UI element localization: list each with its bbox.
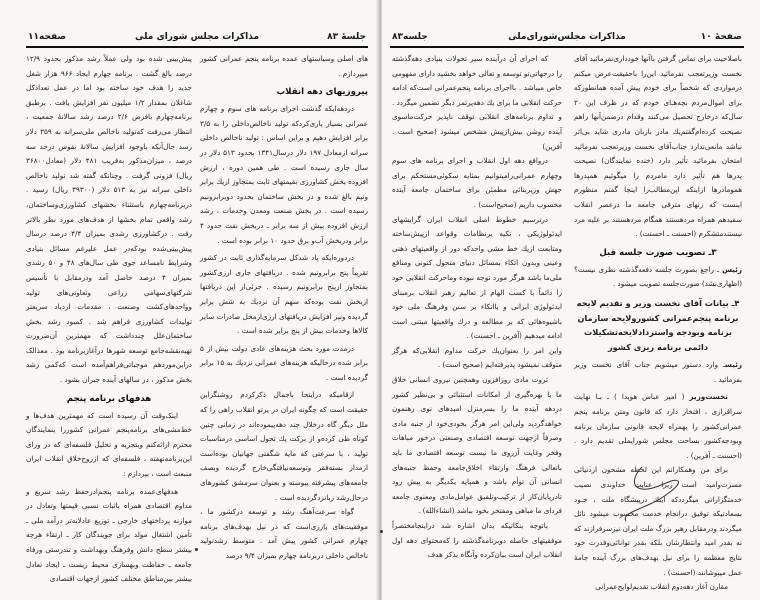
paragraph: دردوره‌ایکه یاد شدکل سرمایه‌گذاری ثابت در کشور تقریباً پنج برابرونیم شده . دریافتهای جاری ارزی‌کشور بمتجاوز ازپنج برابرونیم رسیده . جزئی‌از این دریافتها ازبخش نفت بوده‌که سهم آن نزدیك به شش برابر گردیده ونیز افزایش دریافتهای ارزی‌ازمحل صادرات سایر کالاها وخدمات بیش از پنج برابر شده است .: [200, 253, 368, 336]
paragraph: های اصلی وسیاستهای عمده برنامه پنجم عمرانی کشور میپردازم .: [200, 54, 368, 78]
paragraph: دردهه‌ایکه گذشت اجرای برنامه های سوم و چهارم عمرانی بسیار یاری‌کردکه تولید ناخالص‌داخلی را به ۳/۵ برابر افزایش دهیم و براین اساس : تولید ناخالص داخلی سرانه ازمعادل ۱۹۷ دلار درسال۱۳۴۱ بحدود ۵۱۳ دلار در سال جاری رسیده است . طی همین دوره ، ارزش افزوده بخش کشاورزی بقیمتهای ثابت بمتجاوز ازیك برابر ونیم بالغ شده و در بخش ساختمان بحدود دوبرابرونیم رسیده است . در بخش صنعت ومعدن وخدمات ، رشد ارزش افزوده بیش از سه برابر ـ دربخش نفت حدود ۴ برابر ودربخش آب‌و برق حدود ۱۰ برابر بوده است .: [200, 104, 369, 245]
paragraph: مقارن آغاز دهه‌دوم انقلاب تقدیم‌لوایح‌عمرانی: [595, 582, 728, 592]
paragraph: ثروت مادی روزافزون وهمچنین نیروی انسانی خلاق ما با بهره‌گیری از امکانات استثنائی و بی‌نظیر کشور دردهه آینده ما را بسرمنزل امیدهای نوی رهنمون خواهدگردید ولی‌این امر هرگز بخودی‌خود از جنبه مادی وصرفاً ازجهت توسعه اقتصادی وصنعتی درخور مباهات وفخر وغایت آرزوی ما نیست توسعه اقتصادی ما باید باتعالی فرهنگ وارتقاء اخلاق‌جامعه وحفظ جنبه‌های انسانی آن توأم باشد و همپایه یکدیگر به پیش رود تادرپایان‌کار از ترکیب‌وتلفیق عوامل‌مادی ومعنوی جامعه فردای ما مباهی ومفتخر بخود بباشد (انشاءالله) .: [392, 375, 562, 516]
section-heading-prime-minister-statement: ۴ـ بیانات آقای نخست وزیر و تقدیم لایحه برنامه پنجم‌عمرانی کشورولایحه سازمان برنامه وبودجه واستردادلایحه‌تشکیلات دائمی برنامه ریزی کشور: [576, 297, 740, 352]
header-title: مذاکرات مجلس‌شورای‌ملی: [508, 32, 626, 42]
paragraph: اینک‌وقت آن رسیده است که مهمترین هدف‌ها و خط‌مشی‌های برنامه‌پنجم عمرانی کشوررا بنمایندگان محترم ارائه‌کنم وبتجزیه و تحلیل فلسفه‌ای که در ورای این‌برنامه‌نهفته ، فلسفه‌ای که ازروح‌خلاق انقلاب ایران منبعث است ، بپردازم :: [26, 410, 192, 479]
section-heading: هدفهای برنامه پنجم: [66, 393, 152, 404]
paragraph: پیش‌بینی شده بود ولی عملاً رشد مذکور بحدود ۱۲/۹ درصد بالغ گشت . برنامه چهارم ایجاد ۹۶۶ هزار شغل جدید را هدف خود ساخته بود اما در عمل تعدادکل شاغلان بمقدار ۱/۲ میلیون نفر افزایش یافت . برطبق برنامه‌چهارم بافرض ۲/۶ درصد رشد سالانهٔ جمعیت ، انتظار می‌رفت که‌تولید ناخالص ملی‌سرانه به ۳۵۹ دلار رسد حال‌آنکه باوجود افزایش سالانهٔ نفوس درحد سه درصد ، میزان‌مذکور به‌قریب ۴۸۱ دلار (معادل۳۶۸۰۰ ریال) فزونی گرفت . وچنانکه گفته شد تولید ناخالص داخلی سرانه نیز به ۵۱۳ دلار (۳۹۳۰۰ ریال) رسید . دربرنامه‌چهارم باستثناء بخشهای کشاورزی‌وساختمان، رشد واقعی تمام بخشها از هدف‌های مورد نظر بالاتر رفت . درکشاورزی رشدی بمیزان ۴/۴ درصد درسال پیش‌بینی‌شده بودکه‌در عمل علیرغم مسائل بنیادی وشرایط نامساعد جوی طی سال‌های ۴۸ و ۵۰ رشدی بمیزان ۴ درصد حاصل آمد ودرمقابل با تأسیس شرکتهای‌سهامی زراعی وتعاونی‌های تولید وواحدهای‌کشت وصنعت ، مقدمات ازدیاد سریعتر تولیدات کشاورزی فراهم شد . کمبود رشد بخش ساختمان‌علل چندداشت که مهمترین آن‌ضرورت تهیه‌نقشه‌جامع توسعه شهرها درآغازبرنامه بود . معذالک دراین‌مورد‌هم موجباتی‌فراهم‌آمده است که‌کمی رشد بخش مذکور ، در سالهای آینده جبران بشود .: [26, 54, 193, 385]
paragraph: باتوجه بنکاتیکه بدان اشاره شد دراینجامختصراً موفقیتهای حاصله دوبرنامه‌گذشته را که‌محتوای دهه اول انقلاب ایران است بیان‌کرده وآنگاه بذکر هدف: [392, 521, 562, 560]
right-page-left-column: [392, 52, 562, 563]
speaker-name: رئیس: [724, 360, 742, 370]
session-number: جلسهٔ ۸۳: [327, 32, 366, 42]
speaker-name: رئیس: [722, 264, 742, 274]
page-number: صفحهٔ ۱۰: [700, 32, 742, 42]
scan-speck: [195, 548, 198, 551]
paragraph: که اجرای آن درآینده سیر تحولات بنیادی دهه‌گذشته را درجهاتی‌تو توسعه و تعالی خواهد بخشید دارای مفهومی خاص میباشد . بااجرای برنامه پنجم‌عمرانی است‌که ادامه حرکت انقلابی ما برای یك دهه‌پرثمر دیگر تضمین میگردد . و تداوم برنامه‌های انقلابی توقف ناپذیر حرکت‌ماسوی آینده روشن بیش‌ازپیش مشخص میشود (صحیح است . آفرین): [392, 54, 562, 151]
left-page-running-header: [28, 30, 366, 44]
speaker-name: نخست‌وزیر: [689, 392, 728, 402]
paragraph: ارقامیکه دراینجا باجمال ذکرکردم روشنگراین حقیقت است که چگونه ایران در پرتو انقلاب راهی را که ملل دیگر گاه درخلال چند دهه‌پیموده‌اند در زمانی چنین کوتاه طی کرده‌و از برکت یك تحول اساسی درمناسبات تولید ، با سرعتی که مایه شگفتی جهانیان بوده‌است ازمدار بسته‌فقر وتوسعه‌نیافتگی‌خارج گردیده وبصف جامعه‌های پیشرفته پیوسته و بعنوان سرمشق کشورهای درحال‌رشد زبانزد‌گردیده است .: [200, 390, 368, 502]
paragraph: هدفهای‌عمده برنامه پنجم‌ادرحفظ رشد سریع و مداوم اقتصادی همراه باثبات نسبی قیمتها وتعادل در موازنه پرداختهای خارجی ـ توزیع عادلانه‌تر درآمد ملی ـ تأمین اشتغال مولد برای جویندگان کار ـ ارتقاء هرچه بیشتر سطح دانش وفرهنگ وبهداشت و تندرستی ورفاه جامعه ـ حفاظت وبهسازی محیط زیست ـ ایجاد تعادل بیشتر بین‌مناطق مختلف کشور ازجهات اقتصادی: [26, 486, 192, 584]
page-number: صفحه۱۱: [28, 32, 67, 42]
scan-speck: [380, 530, 383, 533]
header-rule: [26, 46, 368, 48]
right-page-running-header: [392, 30, 742, 44]
speech-prime-minister: [574, 390, 742, 463]
speech-chairman: [574, 358, 742, 387]
paragraph: گواه سرعت‌آهنگ رشد و توسعه درکشور ما ، موفقیت‌های بارزی‌است که در نیل بهدف‌های برنامه چهارم عمرانی کشور پیش آمد . متوسط رشدتولید ناخالص داخلی دربرنامه چهارم بمیزان ۹/۴ درصد: [200, 507, 368, 560]
left-page-left-column: [26, 52, 192, 587]
left-page-right-column: [200, 52, 368, 564]
section-heading-approval-of-minutes: ۳ـ تصویب صورت جلسه قبل: [599, 247, 717, 258]
speech-text: ـ وارد دستور میشویم جناب آقای نخست وزیر بفرمائید .: [574, 360, 742, 384]
right-page: [382, 0, 760, 600]
header-title: مذاکرات مجلس شورای ملی: [134, 32, 260, 42]
left-page: [0, 0, 378, 600]
header-rule: [390, 46, 744, 48]
speech-text: ( امیر عباس هویدا ) ـ بـا نهایت سرافرازی ، افتخار دارد که قانون ومتن برنامه پنجم عمرانی‌کشور را بهمراه لایحه قانونی سازمان برنامه وبودجه‌کشور بساحت مجلس شورایملی تقدیم دارد . (احسنت ـ آفرین) .: [574, 392, 742, 460]
section-heading: پیروزیهای دهه انقلاب: [276, 87, 368, 98]
speech-text: ـ راجع بصورت جلسه دفعه‌گذشته نظری نیست؟ (اظهاری‌نشد) صورت‌جلسه تصویب میشود .: [574, 264, 742, 289]
paragraph: باصلاحیت برای تماس گرفتن باآنها خودداری‌نفرمائید آقای نخست وزیرتعجب نفرمائید این‌را باحقیقت‌عرض میکنم درمواردی که شخصاً برای خودم پیش آمده همانطورکه برای اموال‌مردم بچه‌هـای خودم که در ظرف این ۲۰ سال‌که درخارج تحصیل می‌کنند وقدام درضمن‌آنها راهم نصیحت کرده‌ام‌گفتم‌یك مادر بازبان مادری شاید بی‌اثر نباشد مانعی‌ندارد جناب‌آقای نخست وزیرتعجب نفرمائید امتحان بفرمائید تأثیر دارد (خنده نمایندگان) نصیحت پدرها هم تأثیر دارد مامردم را میگوئیم همپدرها همومادرها ازاینکه این‌مطالب‌را اینجا گفتم منظورم اینست که زنهای مترقی جامعه ما درعصر انقلاب سفیدهم همراه مردهستند همگام مردهستند بر علیه مرد نیستند‌متشکرم (احسنت ـ احسنت) .: [574, 54, 742, 239]
handwritten-scribble-mark: [612, 465, 684, 525]
paragraph: درواقع دهه اول انقلاب و اجرای برنامه های سوم وچهارم عمرانی‌رامیتوانیم بمثابه سکوئی‌مستحکم برای جهش وزیربنائی مطمئن برای ساختمان جامعه آینده محسوب داریم (صحیح‌است) .: [392, 156, 562, 209]
paragraph: درمدت مورد بحث هزینه‌های عادی دولت بیش از ۵ برابر شده درحالیکه هزینه‌های عمرانی نزدیك به ۱۵ برابر گردیده است .: [200, 343, 368, 382]
paragraph: درترسیم خطوط اصلی انقلاب ایران گرایشهای ایدئولوژیکی ، تکیه برنظامات وقواعد ازپیش‌ساخته ومتابعت ازیك خط مشی واحدکه دور از واقعیتهای ذهنی وعینی وبدون اتکاء بمسائل دنیای متحول کنونی ومنافع ملی‌ما باشد هرگز مورد توجه نبوده وماحرکت انقلابی خود را دائماً با کسب الهام از تعالیم رهبر انقلاب برمبنای ایدئولوژی ایرانی و بااتکاء بر سنن وفرهنگ ملی خود باشیوه‌هائی که بر مطالعه و درك واقعیتها مبتنی است ادامه میدهیم (آفرین ـ احسنت) .: [392, 214, 562, 341]
speech-chairman: [574, 263, 742, 292]
paragraph: برای من وهمکارانم این لحظه مشحون ازدنیائی مسرت‌وامید است زیرا عنایت خداوندی نصیب خدمتگزاراتی میگردد‌که اینك درپیشگاه ملت ، خـود بسعادتیکه توفیق درانجام خدمت محسوب میشود نائل میگردند ودرمقابل رهبر بزرگ ملت ایران نیزسرفرازند که نه بقدر امید وانتظارشان بلکه بقدر توانائی‌وقدرت خود نتایج معظمه را برای نیل بهدف‌های بزرگ آینده جامهٔ عمل میپوشانند (احسنت) .: [573, 465, 742, 577]
paragraph: واین امر را بعنوان‌یك حرکت مداوم انقلابی‌که هرگز متوقف نمیشود پذیرفته‌ایم (صحیح است) .: [392, 345, 562, 370]
session-number: جلسه۸۳: [392, 32, 428, 42]
